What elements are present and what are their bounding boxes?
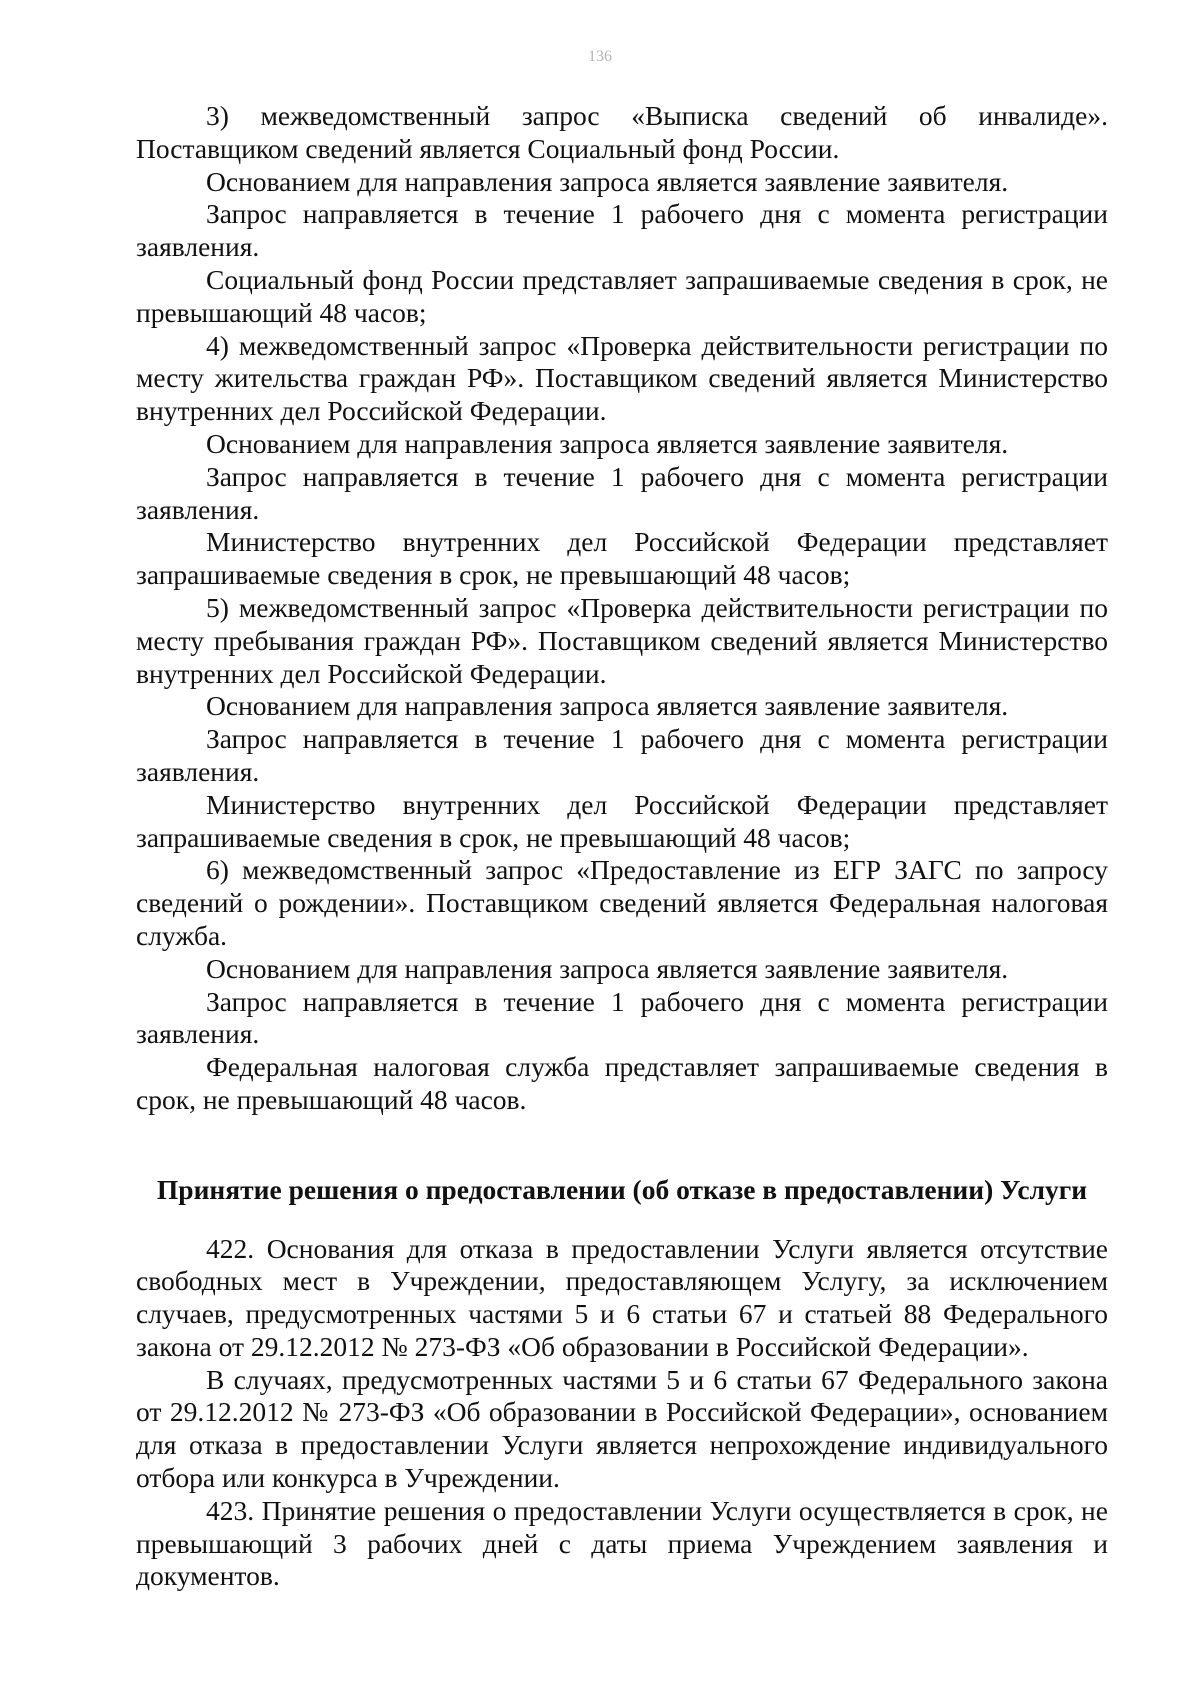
paragraph-basis: Основанием для направления запроса является заявление заявителя. [206,952,1009,984]
paragraph-response: Федеральная налоговая служба представляет запрашиваемые сведения в срок, не превышающий 48 часов. [136,1051,1108,1115]
page-number: 136 [588,48,612,65]
paragraph-response: Социальный фонд России представляет запрашиваемые сведения в срок, не превышающий 48 часов; [136,263,1108,328]
paragraph-request-3: 3) межведомственный запрос «Выписка сведений об инвалиде». Поставщиком сведений является Социальный фонд России. [136,100,1108,164]
section-heading: Принятие решения о предоставлении (об отказе в предоставлении) Услуги [156,1173,1088,1205]
paragraph-basis: Основанием для направления запроса является заявление заявителя. [206,165,1009,197]
paragraph-timing: Запрос направляется в течение 1 рабочего дня с момента регистрации заявления. [136,985,1108,1050]
paragraph-timing: Запрос направляется в течение 1 рабочего дня с момента регистрации заявления. [136,723,1108,787]
paragraph-request-5: 5) межведомственный запрос «Проверка действительности регистрации по месту пребывания граждан РФ». Поставщиком сведений является Министерство внутренних дел Российской Федерации. [136,591,1108,689]
paragraph-request-6: 6) межведомственный запрос «Предоставление из ЕГР ЗАГС по запросу сведений о рождении». Поставщиком сведений является Федеральная налоговая служба. [136,854,1108,951]
document-body [136,100,1108,1593]
paragraph-clause-423: 423. Принятие решения о предоставлении Услуги осуществляется в срок, не превышающий 3 рабочих дней с даты приема Учреждением заявления и документов. [136,1494,1108,1592]
paragraph-response: Министерство внутренних дел Российской Федерации представляет запрашиваемые сведения в срок, не превышающий 48 часов; [136,526,1108,591]
paragraph-basis: Основанием для направления запроса является заявление заявителя. [206,690,1009,722]
paragraph-timing: Запрос направляется в течение 1 рабочего дня с момента регистрации заявления. [136,198,1108,263]
paragraph-basis: Основанием для направления запроса является заявление заявителя. [206,427,1009,459]
paragraph-response: Министерство внутренних дел Российской Федерации представляет запрашиваемые сведения в срок, не превышающий 48 часов; [136,788,1108,853]
paragraph-clause-422-cases: В случаях, предусмотренных частями 5 и 6 статьи 67 Федерального закона от 29.12.2012 № 273-ФЗ «Об образовании в Российской Федерации», основанием для отказа в предоставлении Услуги является непрохождение индивидуального отбора или конкурса в Учреждении. [136,1363,1108,1494]
paragraph-timing: Запрос направляется в течение 1 рабочего дня с момента регистрации заявления. [136,460,1108,525]
paragraph-clause-422: 422. Основания для отказа в предоставлении Услуги является отсутствие свободных мест в Учреждении, предоставляющем Услугу, за исключением случаев, предусмотренных частями 5 и 6 статьи 67 и статьей 88 Федерального закона от 29.12.2012 № 273-ФЗ «Об образовании в Российской Федерации». [136,1232,1108,1362]
paragraph-request-4: 4) межведомственный запрос «Проверка действительности регистрации по месту жительства граждан РФ». Поставщиком сведений является Министерство внутренних дел Российской Федерации. [136,329,1108,427]
